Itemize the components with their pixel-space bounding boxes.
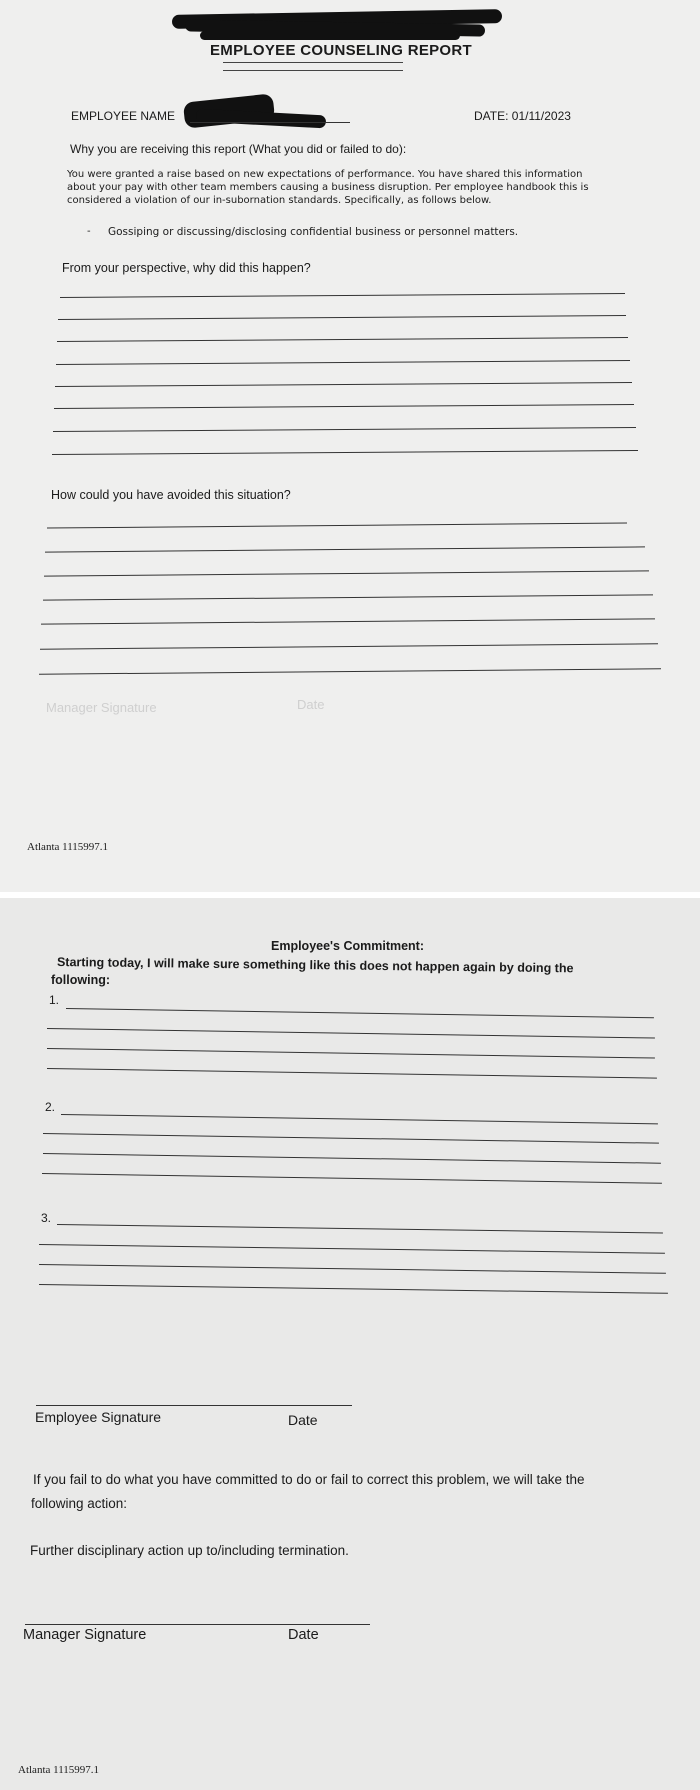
report-page-2	[0, 898, 700, 1790]
reason-body-line: about your pay with other team members causing a business disruption. Per employee handbook this is	[67, 182, 589, 193]
employee-signature-label: Employee Signature	[35, 1409, 162, 1425]
commitment-line	[61, 1114, 658, 1124]
answer-line	[56, 360, 630, 365]
commitment-line	[39, 1284, 668, 1294]
commitment-line	[39, 1244, 665, 1254]
commitment-line	[39, 1264, 666, 1274]
question-avoid: How could you have avoided this situation?	[51, 488, 291, 502]
disciplinary-action: Further disciplinary action up to/including termination.	[30, 1543, 349, 1558]
commitment-line	[47, 1068, 657, 1079]
answer-line	[39, 668, 661, 674]
answer-line	[57, 337, 628, 342]
manager-signature-label: Manager Signature	[23, 1627, 147, 1643]
manager-signature-line	[25, 1624, 370, 1625]
commitment-heading: Employee's Commitment:	[271, 939, 425, 953]
consequence-line: If you fail to do what you have committed to do or fail to correct this problem, we will take the	[33, 1472, 585, 1487]
answer-line	[53, 427, 636, 432]
answer-line	[54, 404, 634, 409]
report-page-1	[0, 0, 700, 892]
manager-date-label: Date	[288, 1627, 319, 1643]
page-footer: Atlanta 1115997.1	[18, 1764, 100, 1776]
answer-line	[52, 450, 638, 455]
employee-signature-line	[36, 1405, 352, 1406]
reason-heading: Why you are receiving this report (What you did or failed to do):	[70, 142, 407, 156]
commitment-intro-line: Starting today, I will make sure something like this does not happen again by doing the	[56, 955, 574, 976]
commitment-line	[47, 1028, 655, 1039]
item-number: 2.	[45, 1100, 56, 1114]
answer-line	[44, 570, 649, 576]
employee-name-line	[190, 122, 350, 123]
show-through-text: Date	[297, 697, 325, 712]
answer-line	[40, 643, 658, 649]
commitment-line	[43, 1133, 659, 1144]
title-underline	[223, 70, 403, 71]
date-field: DATE: 01/11/2023	[474, 109, 571, 123]
answer-line	[41, 618, 655, 624]
commitment-line	[57, 1224, 663, 1233]
bullet-dash: -	[87, 226, 91, 237]
report-title: EMPLOYEE COUNSELING REPORT	[210, 42, 472, 59]
reason-body-line: You were granted a raise based on new expectations of performance. You have shared this information	[67, 169, 583, 180]
page-footer: Atlanta 1115997.1	[27, 841, 109, 853]
commitment-line	[47, 1048, 655, 1059]
answer-line	[55, 382, 632, 387]
employee-name-label: EMPLOYEE NAME	[71, 109, 176, 123]
commitment-line	[66, 1008, 654, 1018]
commitment-line	[42, 1173, 662, 1184]
bullet-text: Gossiping or discussing/disclosing confidential business or personnel matters.	[108, 226, 519, 238]
answer-line	[45, 546, 645, 552]
answer-line	[58, 315, 626, 320]
title-underline	[223, 62, 403, 63]
item-number: 3.	[41, 1211, 52, 1225]
answer-line	[43, 594, 653, 600]
question-why: From your perspective, why did this happen?	[62, 261, 311, 275]
employee-date-label: Date	[288, 1412, 318, 1428]
commitment-intro-line: following:	[51, 973, 111, 987]
item-number: 1.	[49, 993, 60, 1007]
answer-line	[47, 522, 627, 528]
reason-body-line: considered a violation of our in-subornation standards. Specifically, as follows below.	[67, 195, 492, 206]
redaction-scribble	[200, 31, 460, 40]
consequence-line: following action:	[31, 1496, 128, 1511]
answer-line	[60, 293, 625, 298]
commitment-line	[43, 1153, 661, 1164]
show-through-text: Manager Signature	[46, 700, 157, 715]
